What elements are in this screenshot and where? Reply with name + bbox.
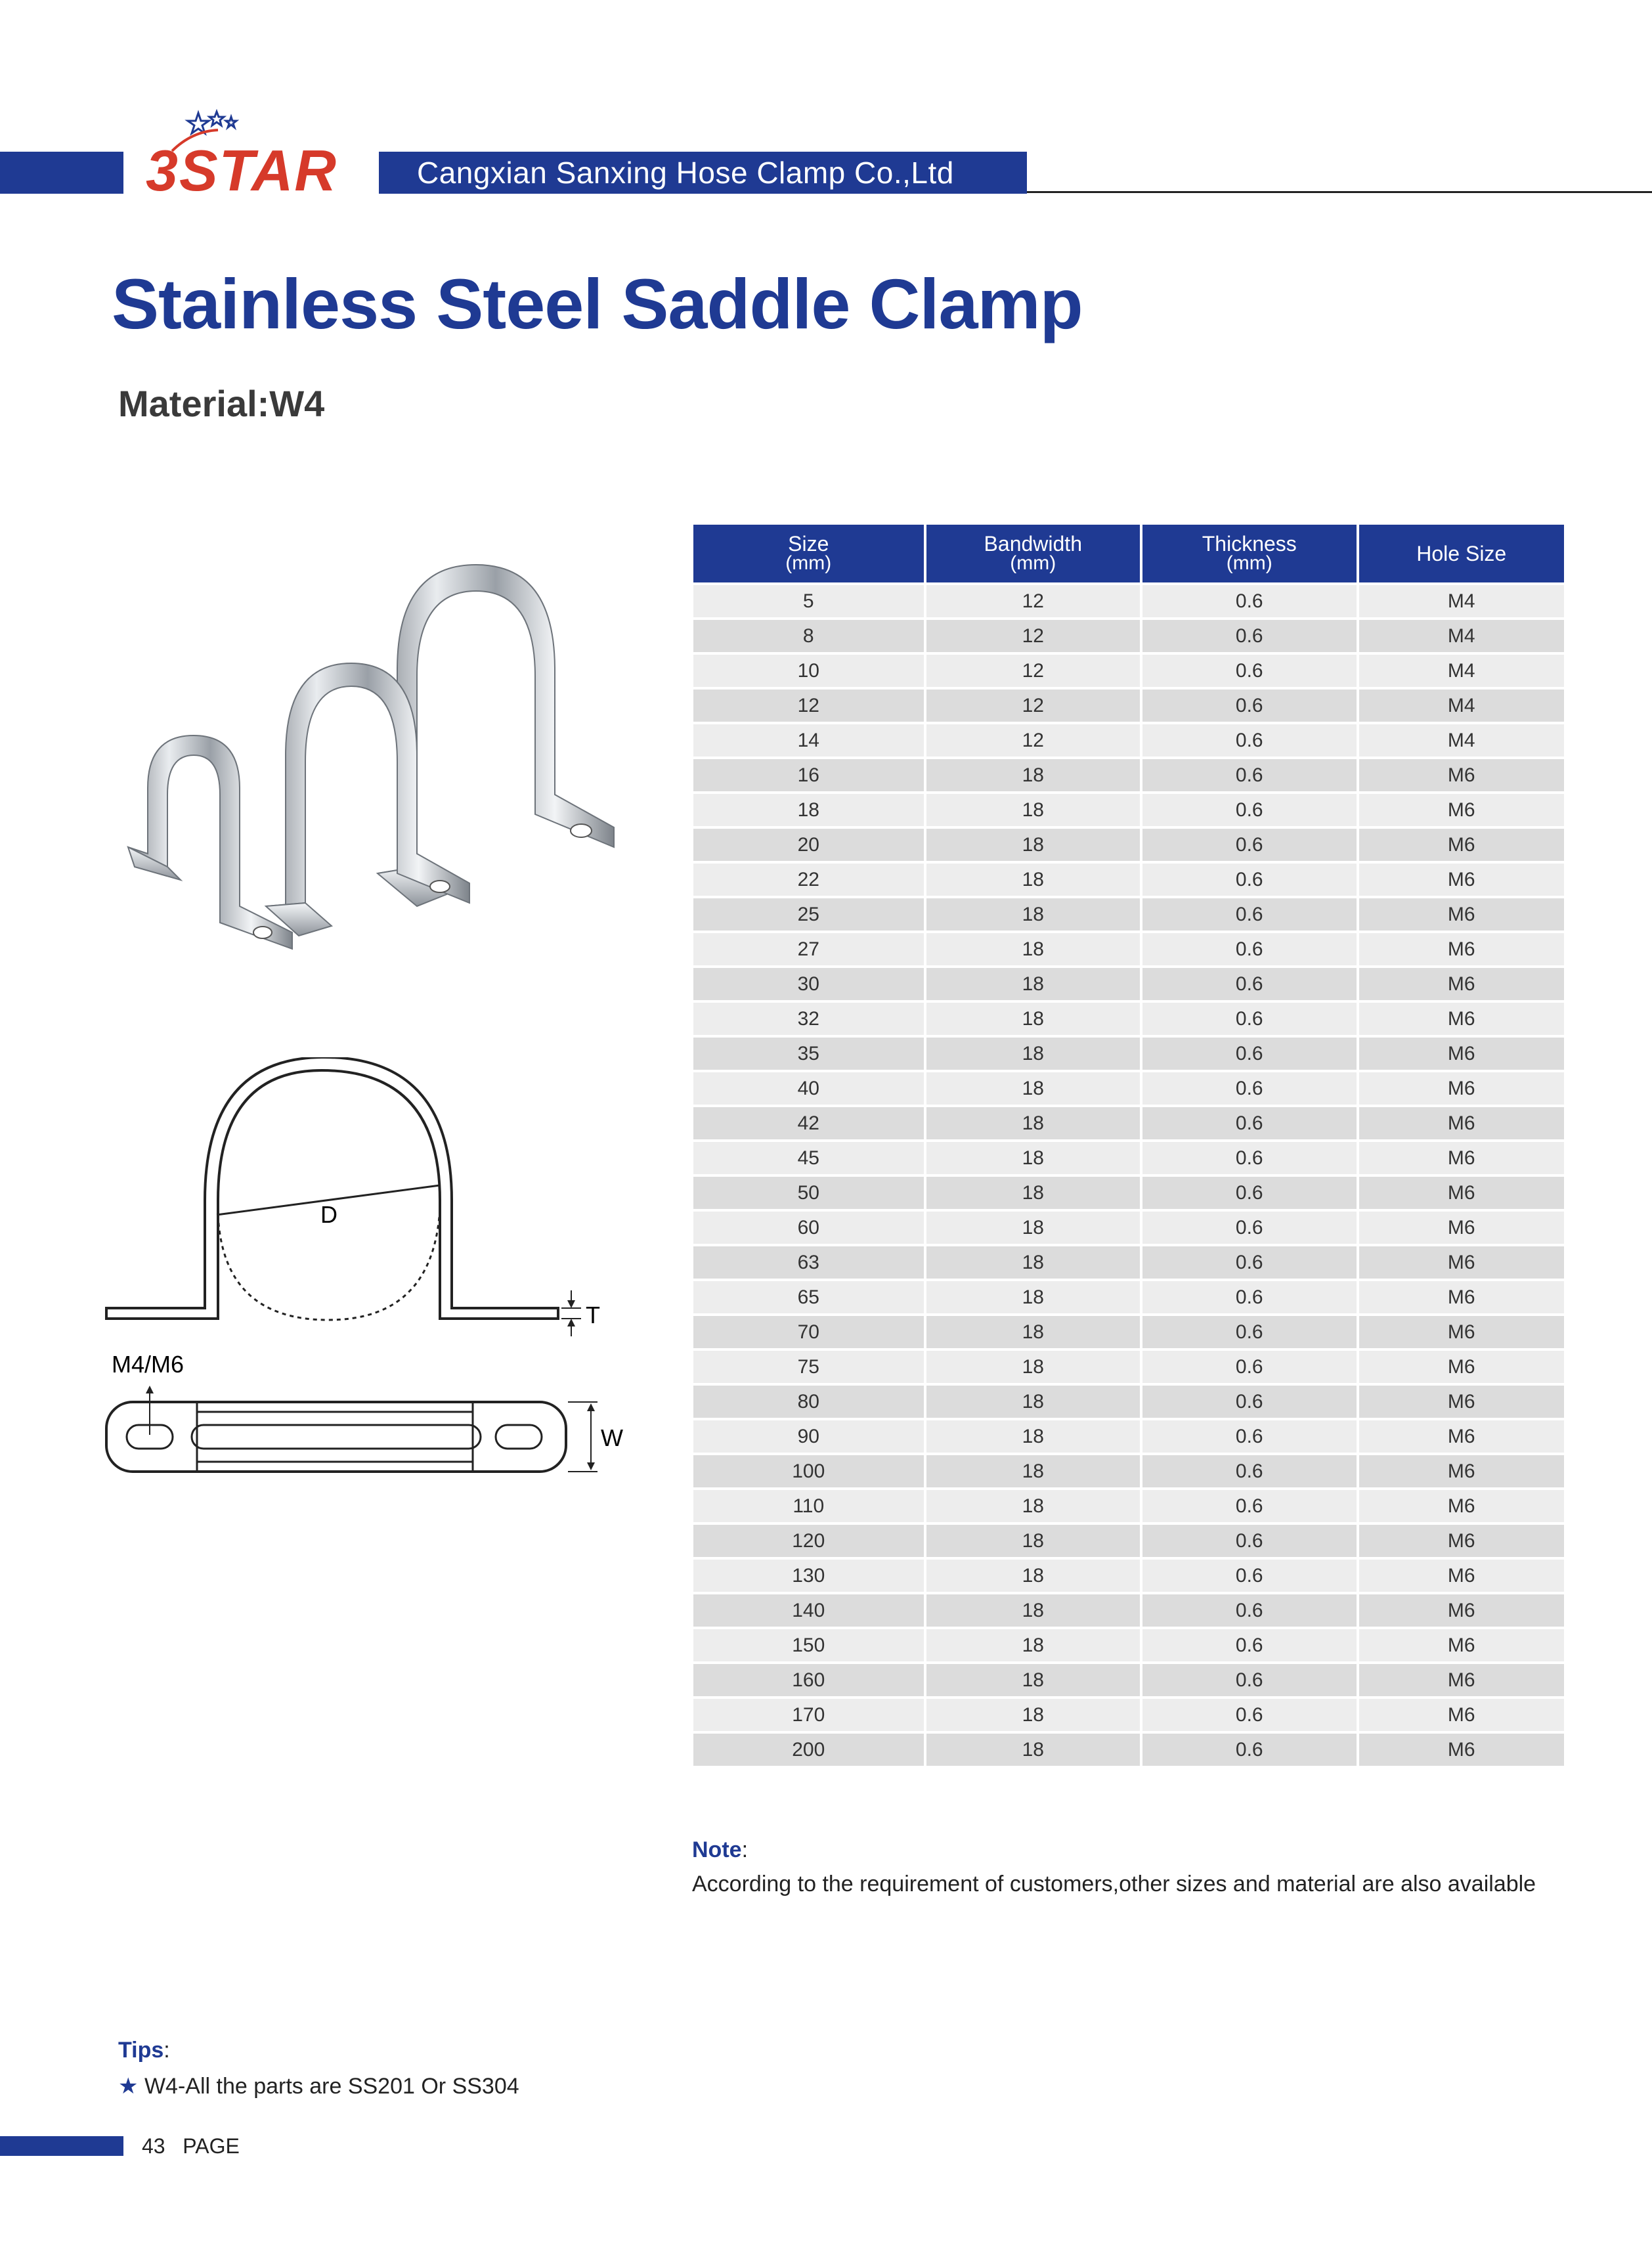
header-size: Size (mm) xyxy=(693,525,924,582)
table-row xyxy=(693,1629,1564,1661)
cell-bandwidth: 12 xyxy=(926,620,1140,652)
cell-size: 120 xyxy=(693,1525,924,1557)
cell-hole-size: M6 xyxy=(1359,1734,1565,1766)
table-row xyxy=(693,1420,1564,1453)
cell-bandwidth: 18 xyxy=(926,1003,1140,1035)
cell-bandwidth: 12 xyxy=(926,724,1140,756)
cell-size: 170 xyxy=(693,1699,924,1731)
table-row xyxy=(693,1664,1564,1696)
cell-bandwidth: 18 xyxy=(926,1455,1140,1487)
cell-hole-size: M6 xyxy=(1359,829,1565,861)
cell-size: 60 xyxy=(693,1212,924,1244)
header-bandwidth: Bandwidth (mm) xyxy=(926,525,1140,582)
cell-size: 10 xyxy=(693,655,924,687)
cell-thickness: 0.6 xyxy=(1142,1038,1356,1070)
cell-hole-size: M6 xyxy=(1359,1177,1565,1209)
cell-size: 140 xyxy=(693,1594,924,1627)
cell-hole-size: M4 xyxy=(1359,620,1565,652)
table-row xyxy=(693,829,1564,861)
cell-size: 80 xyxy=(693,1386,924,1418)
table-row xyxy=(693,1316,1564,1348)
cell-hole-size: M6 xyxy=(1359,933,1565,965)
cell-thickness: 0.6 xyxy=(1142,1212,1356,1244)
cell-size: 70 xyxy=(693,1316,924,1348)
dim-label-d: D xyxy=(320,1201,337,1228)
spec-table xyxy=(691,522,1567,1768)
cell-thickness: 0.6 xyxy=(1142,898,1356,931)
table-row xyxy=(693,1246,1564,1279)
header-accent-bar xyxy=(0,152,123,194)
cell-size: 130 xyxy=(693,1560,924,1592)
cell-thickness: 0.6 xyxy=(1142,1351,1356,1383)
material-subtitle: Material:W4 xyxy=(118,383,325,424)
cell-thickness: 0.6 xyxy=(1142,620,1356,652)
cell-bandwidth: 18 xyxy=(926,1212,1140,1244)
cell-hole-size: M6 xyxy=(1359,1072,1565,1105)
cell-size: 27 xyxy=(693,933,924,965)
cell-size: 16 xyxy=(693,759,924,791)
cell-bandwidth: 18 xyxy=(926,898,1140,931)
cell-hole-size: M6 xyxy=(1359,1038,1565,1070)
cell-size: 65 xyxy=(693,1281,924,1313)
cell-bandwidth: 18 xyxy=(926,1351,1140,1383)
cell-bandwidth: 18 xyxy=(926,1594,1140,1627)
cell-bandwidth: 18 xyxy=(926,1177,1140,1209)
clamp-small-icon xyxy=(128,735,292,949)
cell-bandwidth: 18 xyxy=(926,1699,1140,1731)
page-title: Stainless Steel Saddle Clamp xyxy=(112,264,1083,343)
cell-hole-size: M6 xyxy=(1359,898,1565,931)
table-row xyxy=(693,898,1564,931)
cell-size: 25 xyxy=(693,898,924,931)
cell-bandwidth: 18 xyxy=(926,1038,1140,1070)
cell-size: 5 xyxy=(693,585,924,617)
cell-thickness: 0.6 xyxy=(1142,968,1356,1000)
cell-bandwidth: 18 xyxy=(926,1490,1140,1522)
cell-size: 32 xyxy=(693,1003,924,1035)
table-row xyxy=(693,1594,1564,1627)
cell-hole-size: M6 xyxy=(1359,1212,1565,1244)
cell-bandwidth: 18 xyxy=(926,1734,1140,1766)
logo-wordmark: 3STAR xyxy=(146,138,337,203)
cell-size: 40 xyxy=(693,1072,924,1105)
mount-hole-right xyxy=(496,1425,542,1449)
cell-thickness: 0.6 xyxy=(1142,1072,1356,1105)
cell-bandwidth: 18 xyxy=(926,1629,1140,1661)
cell-bandwidth: 18 xyxy=(926,1525,1140,1557)
cell-hole-size: M6 xyxy=(1359,794,1565,826)
cell-hole-size: M6 xyxy=(1359,1525,1565,1557)
cell-thickness: 0.6 xyxy=(1142,1594,1356,1627)
cell-thickness: 0.6 xyxy=(1142,585,1356,617)
cell-bandwidth: 18 xyxy=(926,1316,1140,1348)
cell-size: 75 xyxy=(693,1351,924,1383)
cell-thickness: 0.6 xyxy=(1142,1246,1356,1279)
cell-size: 110 xyxy=(693,1490,924,1522)
cell-thickness: 0.6 xyxy=(1142,1455,1356,1487)
table-body xyxy=(693,585,1564,1766)
cell-thickness: 0.6 xyxy=(1142,829,1356,861)
cell-bandwidth: 18 xyxy=(926,794,1140,826)
cell-bandwidth: 18 xyxy=(926,864,1140,896)
cell-hole-size: M6 xyxy=(1359,1351,1565,1383)
cell-size: 42 xyxy=(693,1107,924,1139)
cell-size: 18 xyxy=(693,794,924,826)
tips-item xyxy=(118,2073,519,2099)
cell-bandwidth: 12 xyxy=(926,585,1140,617)
cell-hole-size: M6 xyxy=(1359,968,1565,1000)
cell-bandwidth: 18 xyxy=(926,968,1140,1000)
cell-bandwidth: 12 xyxy=(926,655,1140,687)
cell-hole-size: M6 xyxy=(1359,1003,1565,1035)
cell-thickness: 0.6 xyxy=(1142,1490,1356,1522)
table-row xyxy=(693,690,1564,722)
table-header-row xyxy=(693,525,1564,582)
cell-bandwidth: 18 xyxy=(926,933,1140,965)
table-row xyxy=(693,1734,1564,1766)
cell-thickness: 0.6 xyxy=(1142,864,1356,896)
saddle-profile-outline xyxy=(106,1057,558,1319)
cell-size: 90 xyxy=(693,1420,924,1453)
cell-thickness: 0.6 xyxy=(1142,690,1356,722)
cell-thickness: 0.6 xyxy=(1142,1003,1356,1035)
cell-bandwidth: 18 xyxy=(926,1142,1140,1174)
band-center-slot xyxy=(192,1425,481,1449)
cell-hole-size: M4 xyxy=(1359,585,1565,617)
table-row xyxy=(693,1490,1564,1522)
cell-bandwidth: 18 xyxy=(926,1386,1140,1418)
technical-drawing xyxy=(98,1057,637,1497)
cell-hole-size: M4 xyxy=(1359,724,1565,756)
table-row xyxy=(693,794,1564,826)
cell-hole-size: M6 xyxy=(1359,864,1565,896)
page-number: 43 PAGE xyxy=(142,2134,240,2158)
cell-size: 160 xyxy=(693,1664,924,1696)
table-row xyxy=(693,1455,1564,1487)
cell-size: 150 xyxy=(693,1629,924,1661)
table-row xyxy=(693,724,1564,756)
cell-size: 63 xyxy=(693,1246,924,1279)
cell-hole-size: M6 xyxy=(1359,1107,1565,1139)
table-row xyxy=(693,1386,1564,1418)
cell-thickness: 0.6 xyxy=(1142,1560,1356,1592)
dim-label-w: W xyxy=(601,1424,623,1451)
star-icon: ★ xyxy=(118,2074,139,2099)
cell-size: 30 xyxy=(693,968,924,1000)
table-row xyxy=(693,1212,1564,1244)
table-row xyxy=(693,1281,1564,1313)
cell-thickness: 0.6 xyxy=(1142,1420,1356,1453)
dim-label-t: T xyxy=(586,1302,600,1328)
cell-size: 12 xyxy=(693,690,924,722)
cell-thickness: 0.6 xyxy=(1142,1316,1356,1348)
cell-hole-size: M6 xyxy=(1359,1594,1565,1627)
header-rule xyxy=(1027,191,1652,193)
table-row xyxy=(693,759,1564,791)
cell-thickness: 0.6 xyxy=(1142,1386,1356,1418)
cell-hole-size: M6 xyxy=(1359,1420,1565,1453)
tips-label: Tips: xyxy=(118,2038,170,2063)
cell-bandwidth: 12 xyxy=(926,690,1140,722)
cell-size: 22 xyxy=(693,864,924,896)
cell-bandwidth: 18 xyxy=(926,1072,1140,1105)
cell-size: 14 xyxy=(693,724,924,756)
hole-size-label: M4/M6 xyxy=(112,1351,185,1378)
cell-size: 20 xyxy=(693,829,924,861)
cell-thickness: 0.6 xyxy=(1142,794,1356,826)
table-row xyxy=(693,655,1564,687)
cell-size: 100 xyxy=(693,1455,924,1487)
cell-bandwidth: 18 xyxy=(926,1107,1140,1139)
cell-thickness: 0.6 xyxy=(1142,1525,1356,1557)
cell-hole-size: M6 xyxy=(1359,1699,1565,1731)
note-label: Note: xyxy=(692,1837,749,1862)
cell-thickness: 0.6 xyxy=(1142,759,1356,791)
cell-hole-size: M6 xyxy=(1359,1246,1565,1279)
table-row xyxy=(693,1177,1564,1209)
cell-bandwidth: 18 xyxy=(926,1281,1140,1313)
table-row xyxy=(693,1351,1564,1383)
cell-hole-size: M6 xyxy=(1359,1316,1565,1348)
table-row xyxy=(693,1038,1564,1070)
cell-hole-size: M6 xyxy=(1359,1664,1565,1696)
table-row xyxy=(693,968,1564,1000)
table-row xyxy=(693,1525,1564,1557)
cell-thickness: 0.6 xyxy=(1142,1664,1356,1696)
cell-hole-size: M6 xyxy=(1359,1386,1565,1418)
company-name: Cangxian Sanxing Hose Clamp Co.,Ltd xyxy=(417,156,954,190)
table-row xyxy=(693,1142,1564,1174)
cell-bandwidth: 18 xyxy=(926,1420,1140,1453)
cell-size: 35 xyxy=(693,1038,924,1070)
cell-hole-size: M6 xyxy=(1359,1560,1565,1592)
product-photo xyxy=(108,538,634,965)
cell-thickness: 0.6 xyxy=(1142,933,1356,965)
cell-hole-size: M4 xyxy=(1359,690,1565,722)
cell-thickness: 0.6 xyxy=(1142,1177,1356,1209)
cell-thickness: 0.6 xyxy=(1142,1107,1356,1139)
table-row xyxy=(693,1072,1564,1105)
table-row xyxy=(693,1699,1564,1731)
cell-bandwidth: 18 xyxy=(926,759,1140,791)
table-row xyxy=(693,585,1564,617)
cell-hole-size: M6 xyxy=(1359,759,1565,791)
table-row xyxy=(693,864,1564,896)
cell-size: 200 xyxy=(693,1734,924,1766)
cell-hole-size: M6 xyxy=(1359,1629,1565,1661)
cell-hole-size: M6 xyxy=(1359,1490,1565,1522)
cell-thickness: 0.6 xyxy=(1142,1699,1356,1731)
note-text: According to the requirement of customers,other sizes and material are also available xyxy=(692,1872,1536,1896)
cell-thickness: 0.6 xyxy=(1142,1734,1356,1766)
header-hole-size: Hole Size xyxy=(1359,525,1565,582)
cell-thickness: 0.6 xyxy=(1142,1281,1356,1313)
cell-bandwidth: 18 xyxy=(926,1664,1140,1696)
cell-hole-size: M6 xyxy=(1359,1455,1565,1487)
cell-bandwidth: 18 xyxy=(926,1246,1140,1279)
table-row xyxy=(693,1107,1564,1139)
cell-thickness: 0.6 xyxy=(1142,724,1356,756)
cell-thickness: 0.6 xyxy=(1142,655,1356,687)
table-row xyxy=(693,1003,1564,1035)
cell-thickness: 0.6 xyxy=(1142,1142,1356,1174)
table-row xyxy=(693,620,1564,652)
cell-size: 8 xyxy=(693,620,924,652)
cell-bandwidth: 18 xyxy=(926,829,1140,861)
cell-thickness: 0.6 xyxy=(1142,1629,1356,1661)
cell-size: 45 xyxy=(693,1142,924,1174)
table-row xyxy=(693,1560,1564,1592)
footer-accent-bar xyxy=(0,2136,123,2156)
tips-text: W4-All the parts are SS201 Or SS304 xyxy=(144,2074,519,2099)
header-thickness: Thickness (mm) xyxy=(1142,525,1356,582)
cell-bandwidth: 18 xyxy=(926,1560,1140,1592)
cell-hole-size: M6 xyxy=(1359,1142,1565,1174)
cell-hole-size: M6 xyxy=(1359,1281,1565,1313)
cell-hole-size: M4 xyxy=(1359,655,1565,687)
table-row xyxy=(693,933,1564,965)
cell-size: 50 xyxy=(693,1177,924,1209)
